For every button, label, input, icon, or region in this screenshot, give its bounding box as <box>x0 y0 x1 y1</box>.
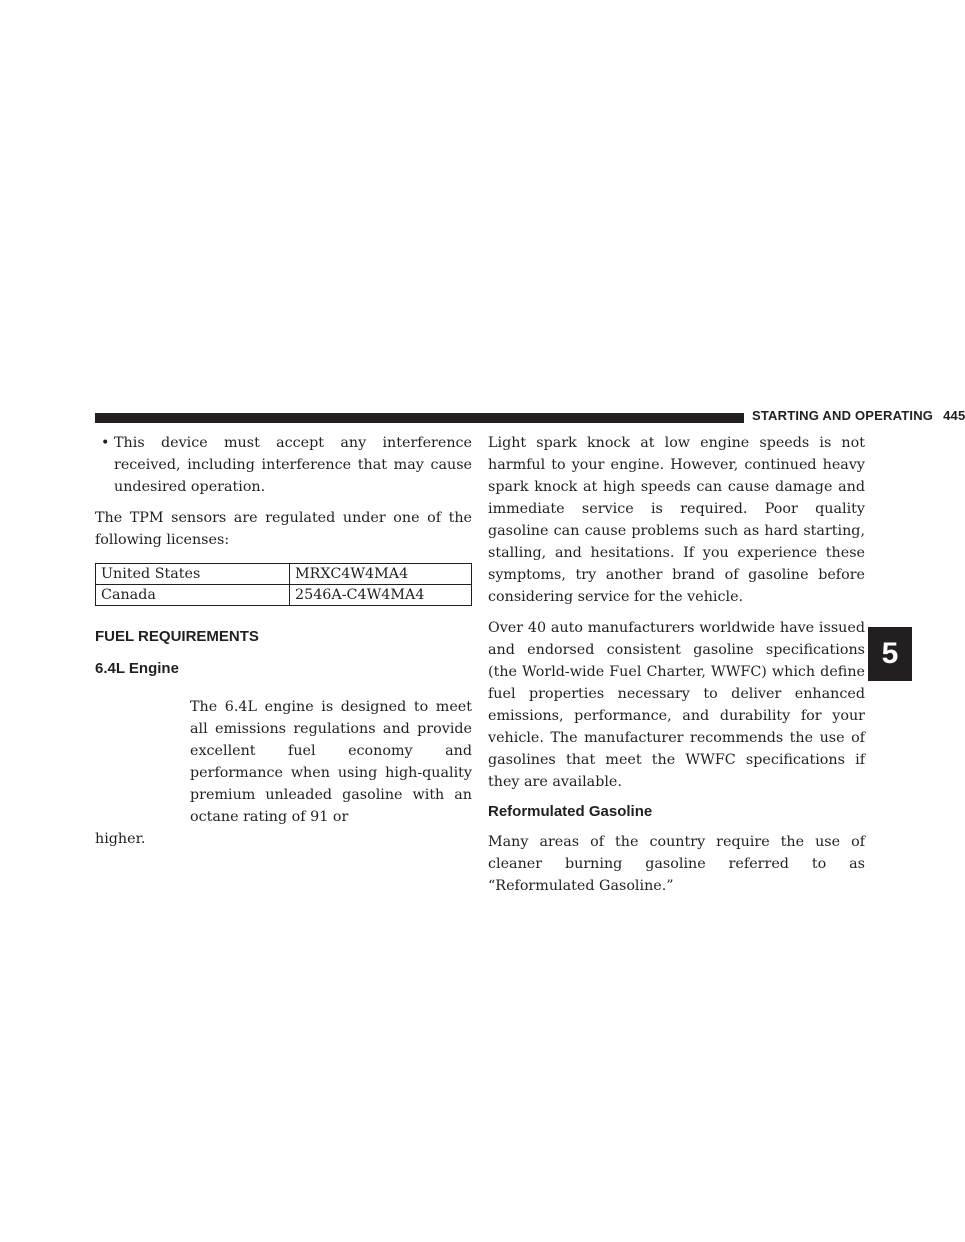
left-column <box>95 432 472 850</box>
licenses-intro: The TPM sensors are regulated under one of the following licenses: <box>95 510 472 548</box>
license-country-cell: Canada <box>96 585 290 606</box>
table-row <box>96 564 472 585</box>
bullet-text: This device must accept any interference received, including interference that may cause undesired operation. <box>114 435 472 495</box>
section-title: STARTING AND OPERATING <box>752 408 934 423</box>
page-number: 445 <box>943 408 965 423</box>
running-header <box>752 408 965 423</box>
licenses-table <box>95 563 472 606</box>
reformulated-paragraph: Many areas of the country require the use of cleaner burning gasoline referred to as “Reformulated Gasoline.” <box>488 834 865 894</box>
license-number-cell: MRXC4W4MA4 <box>290 564 472 585</box>
wwfc-paragraph: Over 40 auto manufacturers worldwide have issued and endorsed consistent gasoline specifications (the World-wide Fuel Charter, WWFC) which define fuel properties necessary to deliver enhanced emissions, performance, and durability for your vehicle. The manufacturer recommends the use of gasolines that meet the WWFC specifications if they are available. <box>488 620 865 790</box>
right-column <box>488 432 865 906</box>
header-rule <box>95 413 744 423</box>
bullet-item <box>95 432 472 498</box>
bullet-icon: • <box>101 435 110 451</box>
reformulated-subheading: Reformulated Gasoline <box>488 803 653 820</box>
engine-paragraph: The 6.4L engine is designed to meet all emissions regulations and provide excellent fuel economy and performance when using high-quality premium unleaded gasoline with an octane rating of 91 or <box>190 699 472 825</box>
license-country-cell: United States <box>96 564 290 585</box>
engine-subheading: 6.4L Engine <box>95 660 179 677</box>
engine-paragraph-end: higher. <box>95 831 146 847</box>
spark-knock-paragraph: Light spark knock at low engine speeds is not harmful to your engine. However, continued heavy spark knock at high speeds can cause damage and immediate service is required. Poor quality gasoline can cause problems such as hard starting, stalling, and hesitations. If you experience these symptoms, try another brand of gasoline before considering service for the vehicle. <box>488 435 865 605</box>
chapter-tab[interactable]: 5 <box>868 627 912 681</box>
license-number-cell: 2546A-C4W4MA4 <box>290 585 472 606</box>
table-row <box>96 585 472 606</box>
section-heading: FUEL REQUIREMENTS <box>95 628 259 645</box>
